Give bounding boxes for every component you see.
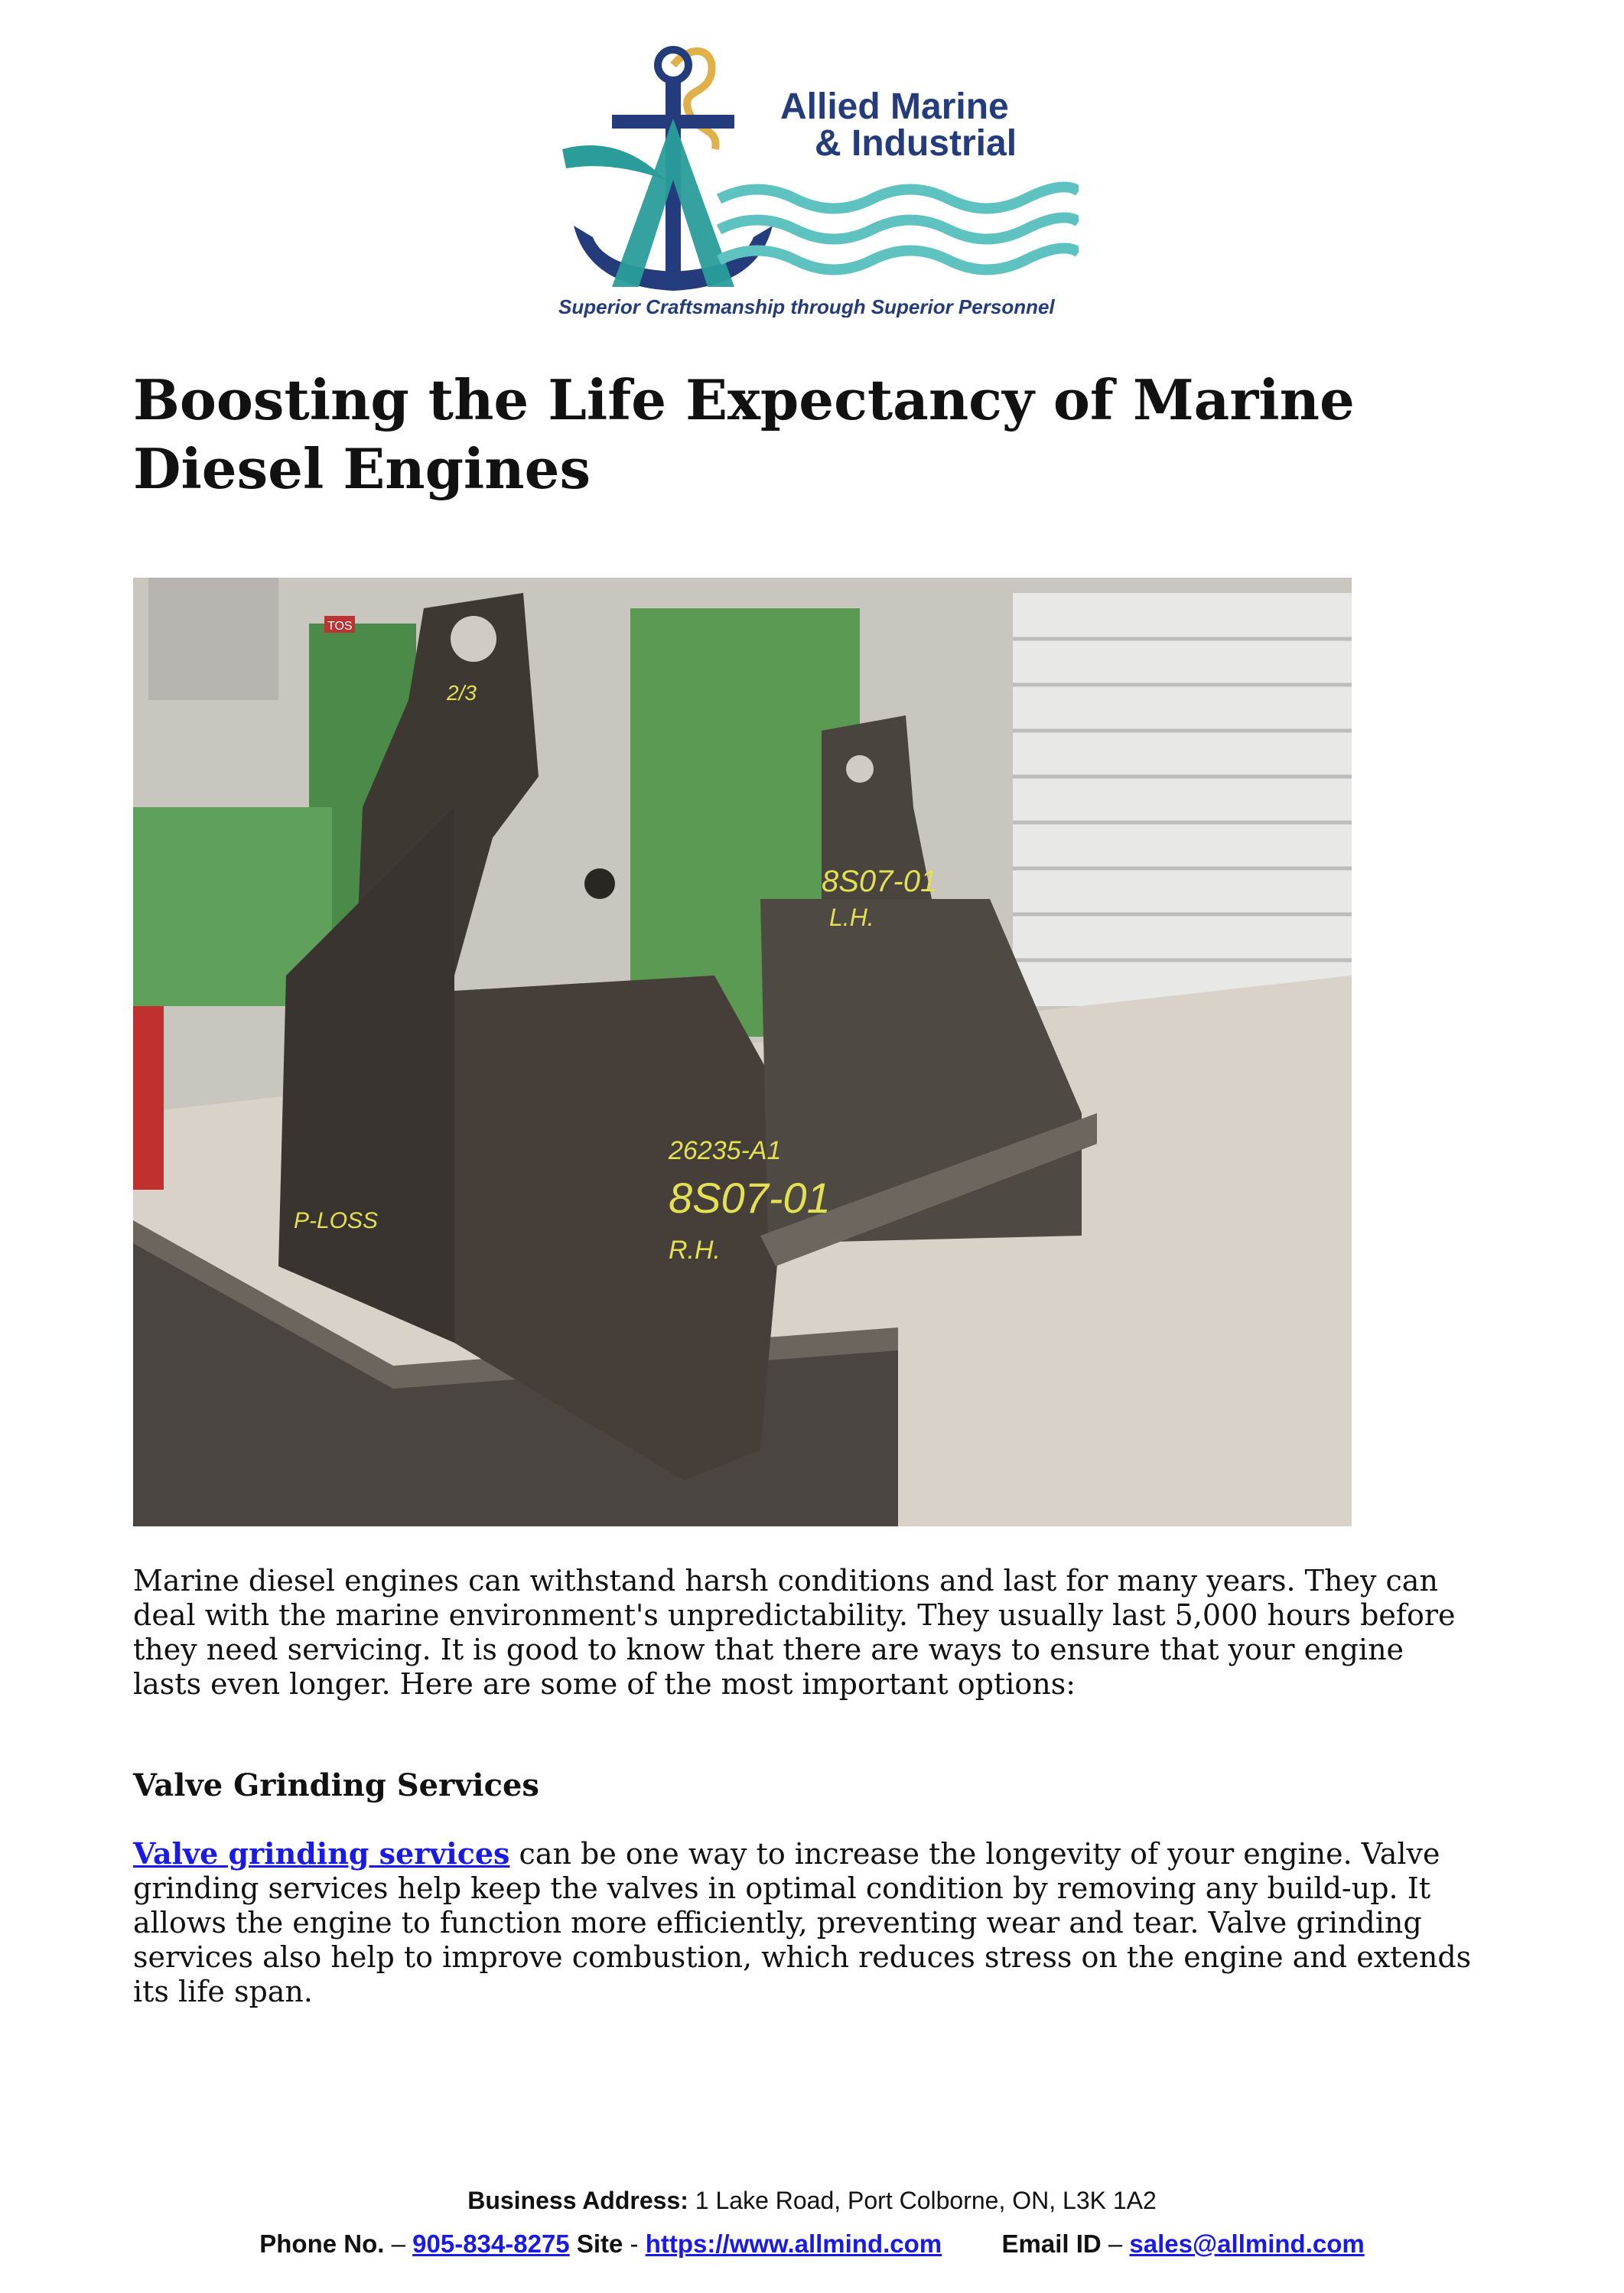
logo-graphic [558,34,1079,318]
page-title: Boosting the Life Expectancy of Marine Diesel Engines [133,367,1355,501]
marking-front-id: 8S07-01 [669,1174,831,1222]
swoosh-icon [562,145,666,180]
waves-icon [719,187,1079,269]
email-separator: – [1101,2229,1130,2258]
section-heading: Valve Grinding Services [133,1767,539,1803]
address-label: Business Address: [467,2187,688,2214]
logo-tagline: Superior Craftsmanship through Superior Personnel [558,295,1055,318]
phone-label: Phone No. [259,2229,385,2258]
site-link[interactable]: https://www.allmind.com [645,2229,942,2258]
machine-badge: TOS [327,620,353,633]
workshop-photo-illustration [133,578,1352,1526]
valve-grinding-link[interactable]: Valve grinding services [133,1836,510,1871]
marking-left: P-LOSS [294,1208,379,1233]
logo-name-line1: Allied Marine [780,86,1009,127]
address-value: 1 Lake Road, Port Colborne, ON, L3K 1A2 [695,2187,1157,2214]
marking-rear-id: 8S07-01 [822,865,938,898]
footer-address [0,2187,1624,2215]
section-body-text: can be one way to increase the longevity of your engine. Valve grinding services help keep the valves in optimal condition by removing any build-up. It allows the engine to function more efficiently, preventing wear and tear. Valve grinding services also help to improve combustion, which reduces stress on the engine and extends its life span. [133,1837,1472,2008]
email-link[interactable]: sales@allmind.com [1129,2229,1365,2258]
marking-front-side: R.H. [669,1236,721,1265]
section-paragraph [133,1836,1479,2009]
site-separator: - [623,2229,646,2258]
site-label: Site [576,2229,623,2258]
phone-link[interactable]: 905-834-8275 [412,2229,570,2258]
phone-separator: – [384,2229,413,2258]
marking-rear-side: L.H. [829,904,874,931]
workshop-photo [133,578,1352,1526]
logo-name-line2: & Industrial [815,123,1017,164]
marking-part-a: 2/3 [447,681,477,705]
email-label: Email ID [1001,2229,1102,2258]
marking-front-code: 26235-A1 [669,1136,782,1165]
intro-paragraph: Marine diesel engines can withstand harsh conditions and last for many years. They can deal with the marine environment's unpredictability. They usually last 5,000 hours before they need servicing. It is good to know that there are ways to ensure that your engine lasts even longer. Here are some of the most important options: [133,1564,1456,1701]
company-logo [558,34,1079,318]
footer-contacts [0,2229,1624,2259]
